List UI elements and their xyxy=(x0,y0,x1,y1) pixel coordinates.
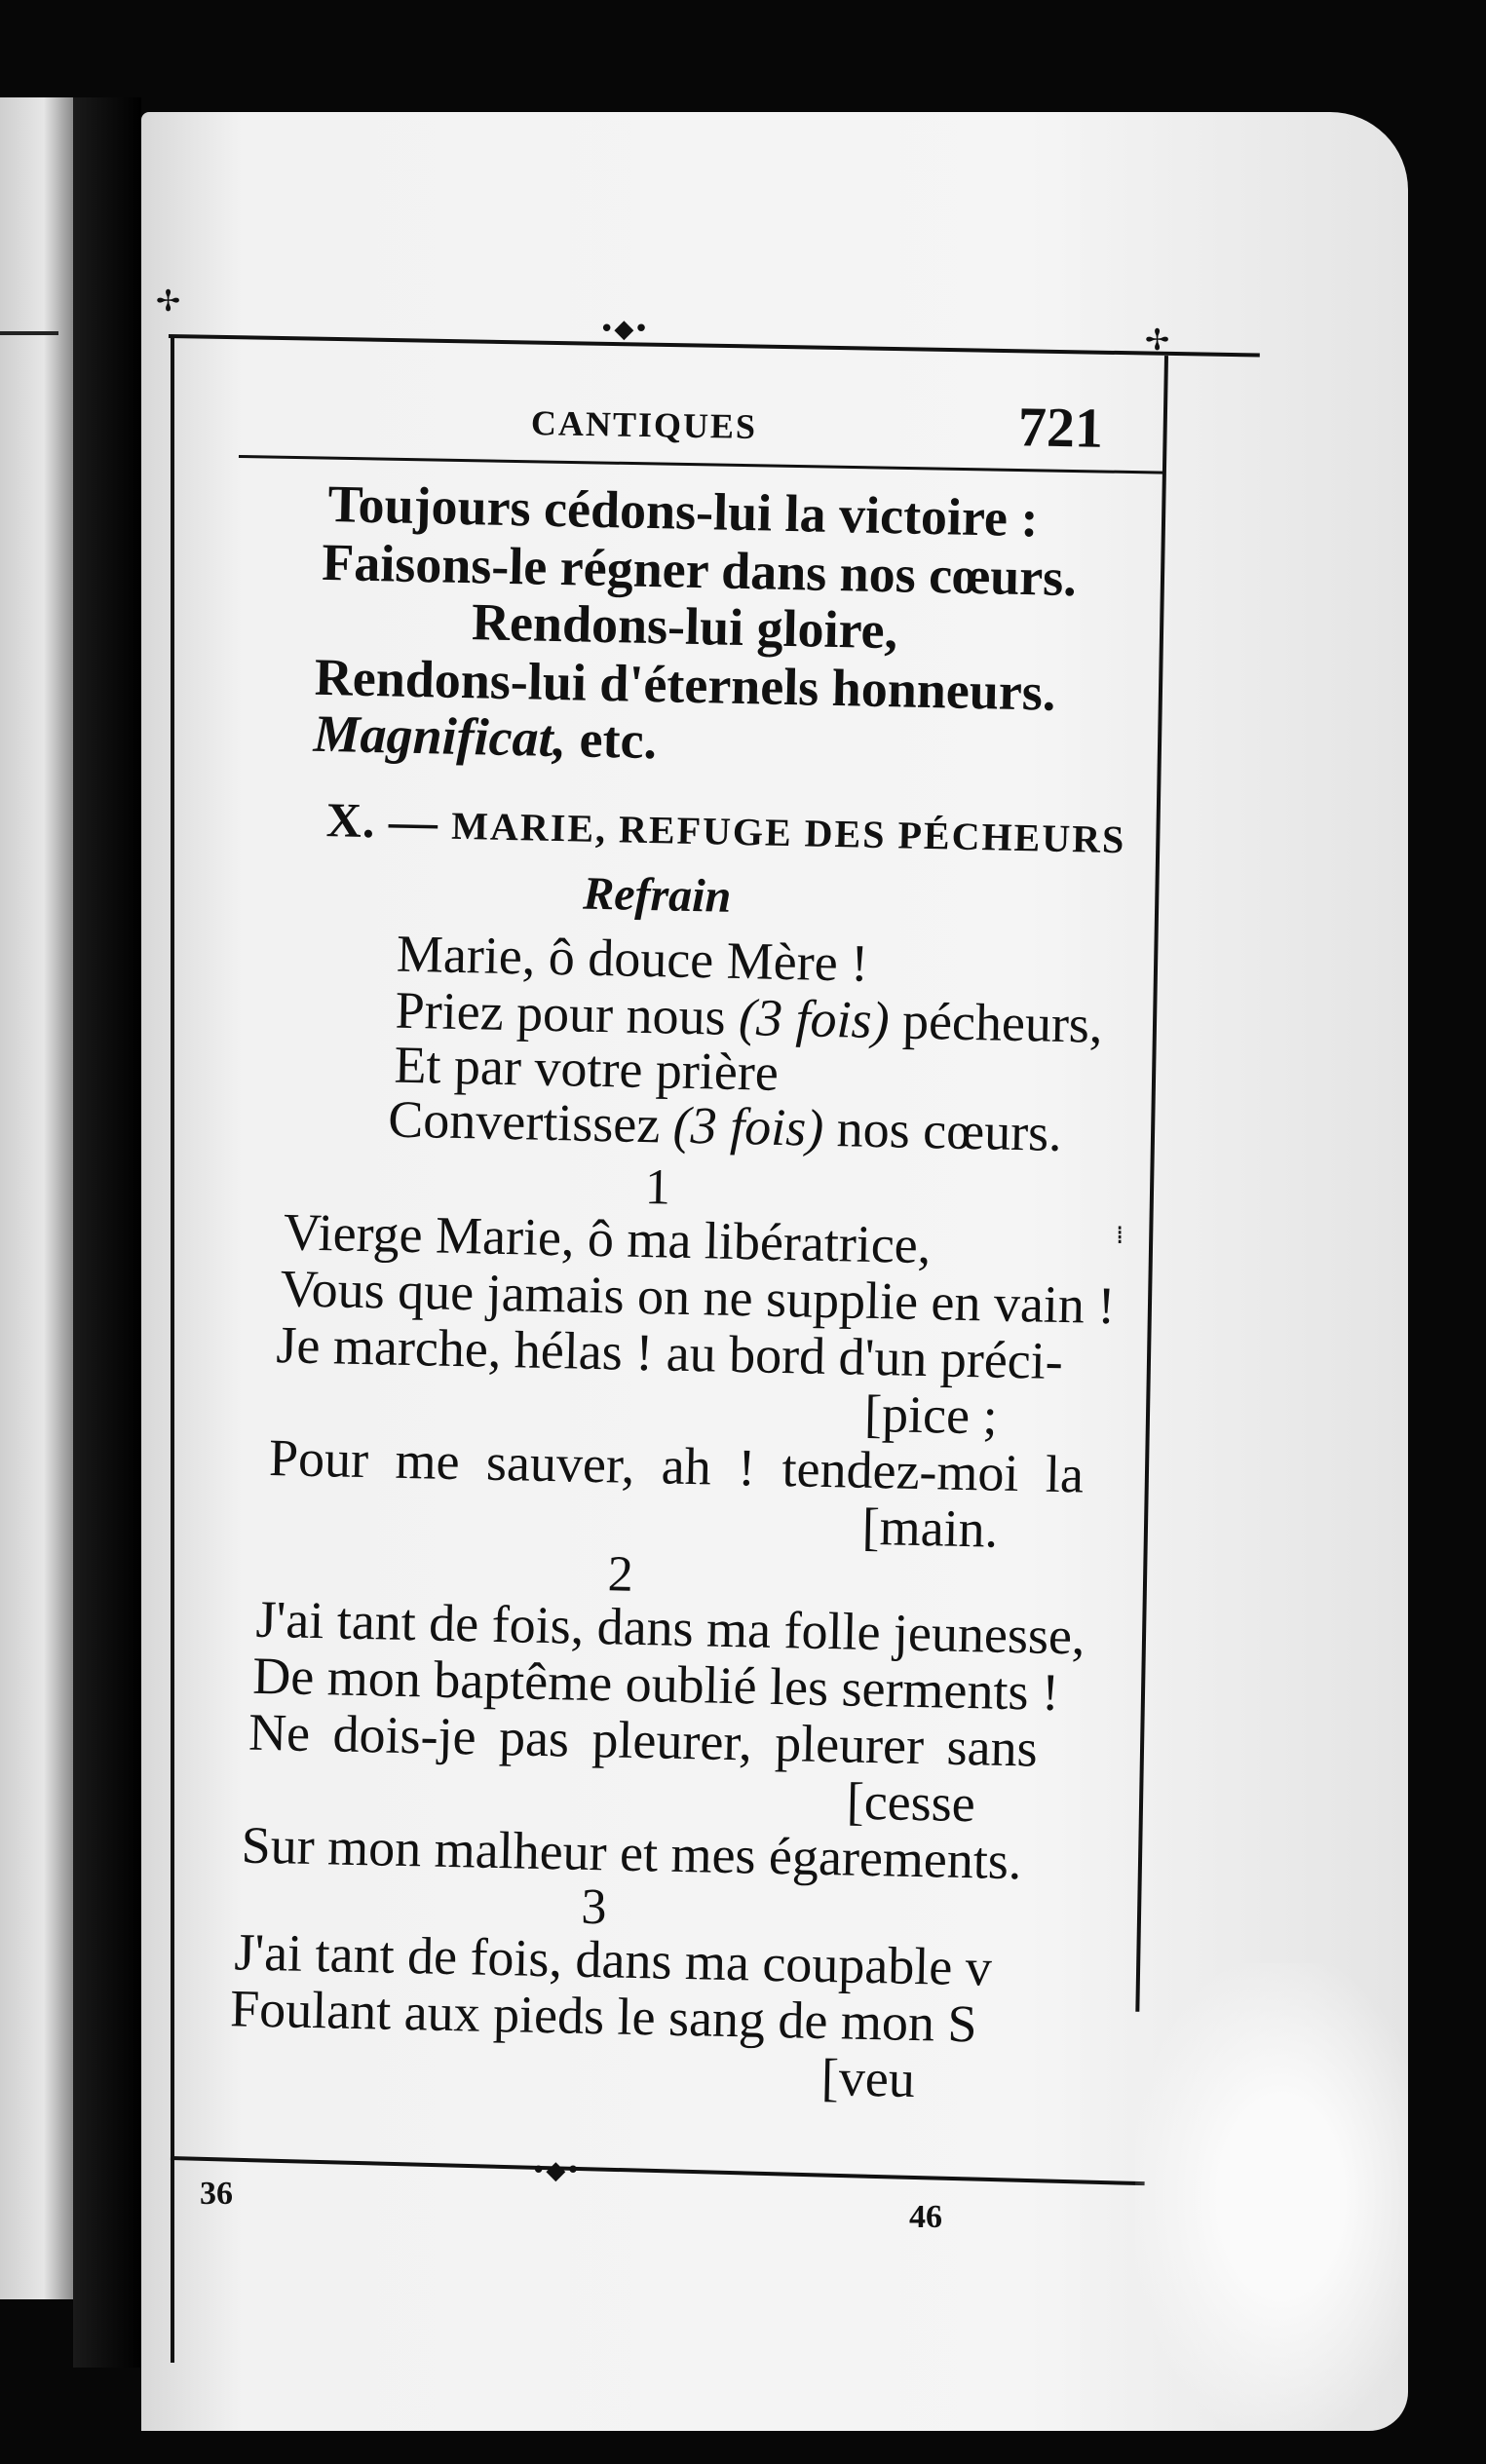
refrain-line xyxy=(387,1089,1063,1162)
stanza-line: Je marche, hélas ! au bord d'un préci- xyxy=(275,1315,1064,1391)
left-border-rule xyxy=(171,336,174,2363)
section-title: MARIE, REFUGE DES PÉCHEURS xyxy=(450,803,1126,862)
magnificat-word: Magnificat, xyxy=(313,703,567,769)
refrain-text: Et par votre prière xyxy=(393,1035,780,1102)
bottom-border-rule xyxy=(171,2156,1145,2185)
top-border-rule xyxy=(169,334,1260,358)
stanza-turnover: [cesse xyxy=(846,1771,976,1834)
left-page-ornament xyxy=(0,331,58,335)
refrain-line xyxy=(393,1035,780,1102)
etc-word: etc. xyxy=(578,709,658,771)
page-number: 721 xyxy=(1017,395,1104,460)
right-border-ornament: ⁞ xyxy=(1116,1221,1124,1250)
overexposed-area xyxy=(1135,1963,1408,2431)
right-border-rule xyxy=(1135,356,1168,2012)
stanza-line: J'ai tant de fois, dans ma folle jeunesse, xyxy=(254,1589,1086,1666)
stanza-number: 2 xyxy=(607,1546,634,1603)
stanza-number: 1 xyxy=(644,1159,671,1216)
stanza-line: Vous que jamais on ne supplie en vain ! xyxy=(280,1259,1117,1336)
top-center-ornament: •◆• xyxy=(599,315,649,344)
verse-line: Faisons-le régner dans nos cœurs. xyxy=(321,532,1078,608)
stanza-turnover: [main. xyxy=(861,1497,999,1559)
refrain-text: Convertissez xyxy=(387,1089,674,1155)
refrain-repeat-note: (3 fois) xyxy=(672,1095,824,1157)
book-spine xyxy=(73,97,141,2368)
verse-line: Toujours cédons-lui la victoire : xyxy=(326,474,1040,549)
refrain-text: Priez pour nous xyxy=(395,980,740,1046)
stanza-turnover: [pice ; xyxy=(863,1384,999,1446)
adjacent-page-edge xyxy=(0,97,73,2299)
refrain-text: pécheurs, xyxy=(888,991,1104,1054)
stanza-number: 3 xyxy=(580,1878,608,1936)
stanza-line: J'ai tant de fois, dans ma coupable v xyxy=(233,1922,993,1997)
signature-mark-right: 46 xyxy=(909,2199,942,2235)
verse-line: Rendons-lui d'éternels honneurs. xyxy=(314,647,1056,722)
refrain-heading: Refrain xyxy=(582,867,732,923)
stanza-line: Foulant aux pieds le sang de mon S xyxy=(229,1979,978,2054)
stanza-line: Sur mon malheur et mes égarements. xyxy=(241,1815,1022,1891)
top-right-cross-ornament: ✢ xyxy=(1145,323,1170,358)
refrain-text: nos cœurs. xyxy=(822,1098,1063,1162)
stanza-line: Pour me sauver, ah ! tendez-moi la xyxy=(268,1428,1085,1504)
book-page xyxy=(141,112,1408,2431)
refrain-text: Marie, ô douce Mère ! xyxy=(396,924,869,993)
signature-mark-left: 36 xyxy=(200,2176,233,2212)
running-header: CANTIQUES xyxy=(530,402,758,447)
stanza-line: Ne dois-je pas pleurer, pleurer sans xyxy=(248,1702,1039,1778)
stanza-line: De mon baptême oublié les serments ! xyxy=(251,1646,1060,1723)
top-left-cross-ornament: ✢ xyxy=(156,284,181,319)
refrain-repeat-note: (3 fois) xyxy=(738,988,891,1050)
closing-line xyxy=(313,703,658,771)
section-heading xyxy=(325,792,1126,862)
stanza-turnover: [veu xyxy=(820,2048,916,2109)
section-number: X. — xyxy=(325,792,439,850)
verse-line: Rendons-lui gloire, xyxy=(471,592,898,661)
stanza-line: Vierge Marie, ô ma libératrice, xyxy=(283,1202,932,1275)
bottom-center-ornament: •◆• xyxy=(531,2156,581,2185)
refrain-line xyxy=(396,924,869,993)
